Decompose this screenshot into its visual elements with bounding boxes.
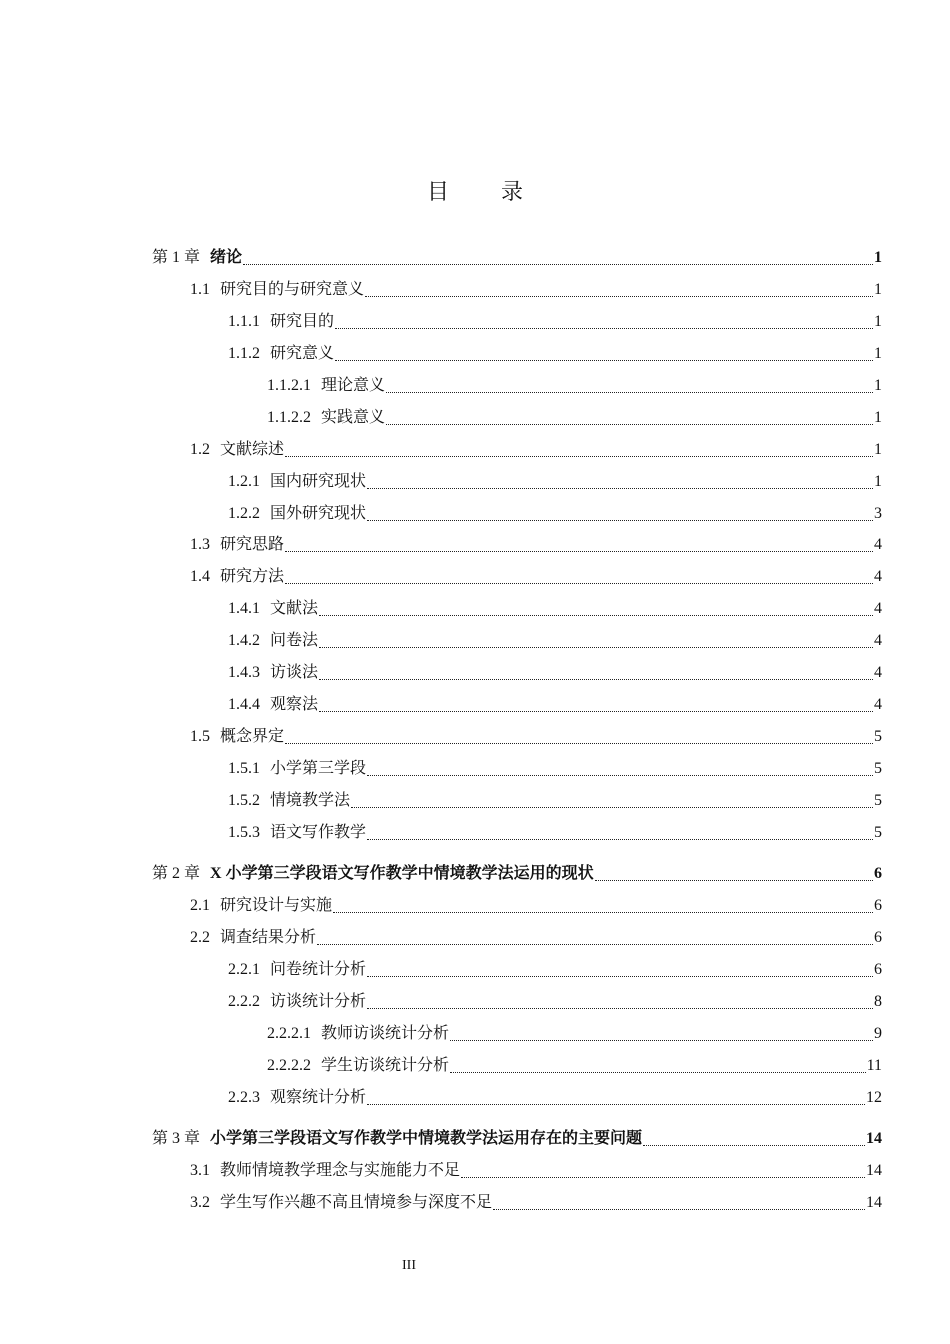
toc-dot-leader	[285, 551, 873, 552]
toc-chapter-entry[interactable]	[152, 246, 882, 270]
toc-dot-leader	[319, 711, 873, 712]
toc-dot-leader	[450, 1040, 873, 1041]
toc-title-char-1: 目	[426, 179, 449, 204]
toc-entry-number: 2.2.2.1	[267, 1025, 311, 1042]
toc-entry-page: 6	[874, 865, 882, 882]
toc-entry-page: 5	[874, 824, 882, 841]
toc-entry-title: X 小学第三学段语文写作教学中情境教学法运用的现状	[210, 865, 594, 882]
toc-entry-number: 2.2.2	[228, 993, 260, 1010]
toc-dot-leader	[367, 1104, 865, 1105]
toc-entry[interactable]	[228, 597, 882, 621]
toc-entry-page: 4	[874, 568, 882, 585]
toc-entry-page: 4	[874, 536, 882, 553]
toc-entry-page: 1	[874, 249, 882, 266]
toc-entry-title: 教师访谈统计分析	[321, 1025, 450, 1042]
toc-entry-number: 1.1.2.2	[267, 409, 311, 426]
toc-entry-number: 第 1 章	[152, 249, 201, 266]
toc-entry-number: 1.5.1	[228, 760, 260, 777]
toc-dot-leader	[285, 743, 873, 744]
toc-entry[interactable]	[190, 565, 882, 589]
toc-entry-page: 3	[874, 505, 882, 522]
toc-entry-page: 4	[874, 696, 882, 713]
toc-entry-number: 1.2.2	[228, 505, 260, 522]
toc-entry-page: 14	[866, 1130, 882, 1147]
toc-entry-number: 1.1.2.1	[267, 377, 311, 394]
toc-entry-title: 小学第三学段语文写作教学中情境教学法运用存在的主要问题	[210, 1130, 643, 1147]
toc-entry-title: 绪论	[210, 249, 243, 266]
toc-entry[interactable]	[228, 629, 882, 653]
toc-entry-page: 12	[866, 1089, 882, 1106]
toc-dot-leader	[493, 1209, 865, 1210]
toc-entry-page: 6	[874, 929, 882, 946]
toc-entry-title: 研究设计与实施	[220, 897, 333, 914]
toc-dot-leader	[335, 328, 873, 329]
toc-entry-title: 研究意义	[270, 345, 335, 362]
toc-dot-leader	[367, 1008, 873, 1009]
toc-dot-leader	[317, 944, 873, 945]
toc-entry-page: 5	[874, 792, 882, 809]
toc-entry[interactable]	[267, 374, 882, 398]
toc-entry-number: 2.2.3	[228, 1089, 260, 1106]
toc-entry-page: 8	[874, 993, 882, 1010]
toc-dot-leader	[461, 1177, 865, 1178]
toc-dot-leader	[319, 615, 873, 616]
toc-entry-title: 访谈统计分析	[270, 993, 367, 1010]
toc-entry-number: 2.2.1	[228, 961, 260, 978]
page-number: III	[402, 1258, 416, 1273]
toc-entry-page: 4	[874, 664, 882, 681]
toc-entry-number: 2.2.2.2	[267, 1057, 311, 1074]
toc-entry-page: 5	[874, 728, 882, 745]
toc-chapter-entry[interactable]	[152, 1127, 882, 1151]
toc-dot-leader	[319, 679, 873, 680]
toc-entry-page: 11	[866, 1057, 882, 1074]
toc-entry-page: 4	[874, 600, 882, 617]
toc-entry-number: 1.2.1	[228, 473, 260, 490]
toc-dot-leader	[386, 392, 873, 393]
toc-entry-number: 1.4.3	[228, 664, 260, 681]
toc-entry-title: 概念界定	[220, 728, 285, 745]
toc-dot-leader	[351, 807, 873, 808]
toc-entry-number: 3.1	[190, 1162, 210, 1179]
toc-entry[interactable]	[190, 1159, 882, 1183]
toc-entry-page: 14	[866, 1162, 882, 1179]
toc-dot-leader	[643, 1145, 865, 1146]
toc-entry-page: 1	[874, 441, 882, 458]
toc-entry-title: 文献综述	[220, 441, 285, 458]
toc-entry[interactable]	[228, 661, 882, 685]
toc-entry[interactable]	[267, 1022, 882, 1046]
toc-entry-page: 1	[874, 281, 882, 298]
toc-entry-number: 1.5.2	[228, 792, 260, 809]
toc-entry-page: 1	[874, 409, 882, 426]
toc-dot-leader	[335, 360, 873, 361]
toc-entry-page: 1	[874, 345, 882, 362]
toc-entry[interactable]	[267, 406, 882, 430]
toc-entry-title: 理论意义	[321, 377, 386, 394]
toc-entry-number: 第 2 章	[152, 865, 201, 882]
toc-entry-title: 文献法	[270, 600, 319, 617]
toc-entry-number: 第 3 章	[152, 1130, 201, 1147]
toc-entry-title: 问卷统计分析	[270, 961, 367, 978]
toc-dot-leader	[285, 456, 873, 457]
toc-dot-leader	[333, 912, 873, 913]
toc-entry-title: 研究目的与研究意义	[220, 281, 365, 298]
toc-entry-title: 语文写作教学	[270, 824, 367, 841]
toc-dot-leader	[243, 264, 873, 265]
toc-entry[interactable]	[190, 894, 882, 918]
toc-entry-title: 学生写作兴趣不高且情境参与深度不足	[220, 1194, 493, 1211]
toc-entry-title: 研究思路	[220, 536, 285, 553]
toc-entry-page: 1	[874, 473, 882, 490]
toc-entry-title: 调查结果分析	[220, 929, 317, 946]
toc-entry-number: 1.4.1	[228, 600, 260, 617]
toc-entry-number: 1.5.3	[228, 824, 260, 841]
toc-entry[interactable]	[228, 789, 882, 813]
toc-entry-page: 9	[874, 1025, 882, 1042]
toc-entry-number: 1.1.2	[228, 345, 260, 362]
toc-entry[interactable]	[228, 310, 882, 334]
toc-dot-leader	[367, 488, 873, 489]
toc-entry-page: 6	[874, 897, 882, 914]
toc-entry-page: 14	[866, 1194, 882, 1211]
toc-entry[interactable]	[190, 533, 882, 557]
toc-entry-title: 实践意义	[321, 409, 386, 426]
toc-entry-number: 1.4.2	[228, 632, 260, 649]
toc-entry-page: 5	[874, 760, 882, 777]
toc-entry[interactable]	[228, 1086, 882, 1110]
toc-entry-number: 3.2	[190, 1194, 210, 1211]
toc-entry[interactable]	[228, 990, 882, 1014]
toc-entry-page: 4	[874, 632, 882, 649]
toc-dot-leader	[595, 880, 873, 881]
toc-entry-page: 1	[874, 377, 882, 394]
toc-entry[interactable]	[228, 757, 882, 781]
toc-entry-title: 教师情境教学理念与实施能力不足	[220, 1162, 461, 1179]
toc-entry-page: 6	[874, 961, 882, 978]
toc-entry-title: 问卷法	[270, 632, 319, 649]
toc-entry-title: 国内研究现状	[270, 473, 367, 490]
toc-entry-title: 观察统计分析	[270, 1089, 367, 1106]
toc-entry[interactable]	[228, 470, 882, 494]
toc-title-char-2: 录	[501, 179, 524, 204]
toc-dot-leader	[386, 424, 873, 425]
toc-entry[interactable]	[267, 1054, 882, 1078]
toc-entry-title: 观察法	[270, 696, 319, 713]
toc-dot-leader	[367, 976, 873, 977]
toc-entry-number: 1.1	[190, 281, 210, 298]
toc-dot-leader	[285, 583, 873, 584]
toc-entry[interactable]	[228, 342, 882, 366]
toc-dot-leader	[319, 647, 873, 648]
toc-entry-title: 访谈法	[270, 664, 319, 681]
toc-entry-title: 研究目的	[270, 313, 335, 330]
toc-chapter-entry[interactable]	[152, 862, 882, 886]
toc-entry-number: 1.4.4	[228, 696, 260, 713]
toc-entry-number: 1.5	[190, 728, 210, 745]
toc-entry[interactable]	[228, 502, 882, 526]
toc-dot-leader	[367, 839, 873, 840]
toc-dot-leader	[367, 520, 873, 521]
toc-entry[interactable]	[190, 438, 882, 462]
toc-dot-leader	[367, 775, 873, 776]
toc-entry[interactable]	[190, 725, 882, 749]
toc-entry-number: 1.3	[190, 536, 210, 553]
toc-entry-number: 1.4	[190, 568, 210, 585]
toc-entry[interactable]	[228, 821, 882, 845]
toc-entry-title: 学生访谈统计分析	[321, 1057, 450, 1074]
toc-entry-number: 2.2	[190, 929, 210, 946]
toc-entry-title: 情境教学法	[270, 792, 351, 809]
toc-entry-title: 小学第三学段	[270, 760, 367, 777]
toc-entry-page: 1	[874, 313, 882, 330]
toc-dot-leader	[450, 1072, 866, 1073]
toc-entry[interactable]	[228, 693, 882, 717]
toc-entry-number: 1.1.1	[228, 313, 260, 330]
toc-entry[interactable]	[228, 958, 882, 982]
toc-entry-title: 研究方法	[220, 568, 285, 585]
toc-entry-number: 2.1	[190, 897, 210, 914]
toc-entry[interactable]	[190, 1191, 882, 1215]
toc-dot-leader	[365, 296, 873, 297]
toc-entry[interactable]	[190, 926, 882, 950]
toc-entry-number: 1.2	[190, 441, 210, 458]
toc-entry[interactable]	[190, 278, 882, 302]
toc-entry-title: 国外研究现状	[270, 505, 367, 522]
